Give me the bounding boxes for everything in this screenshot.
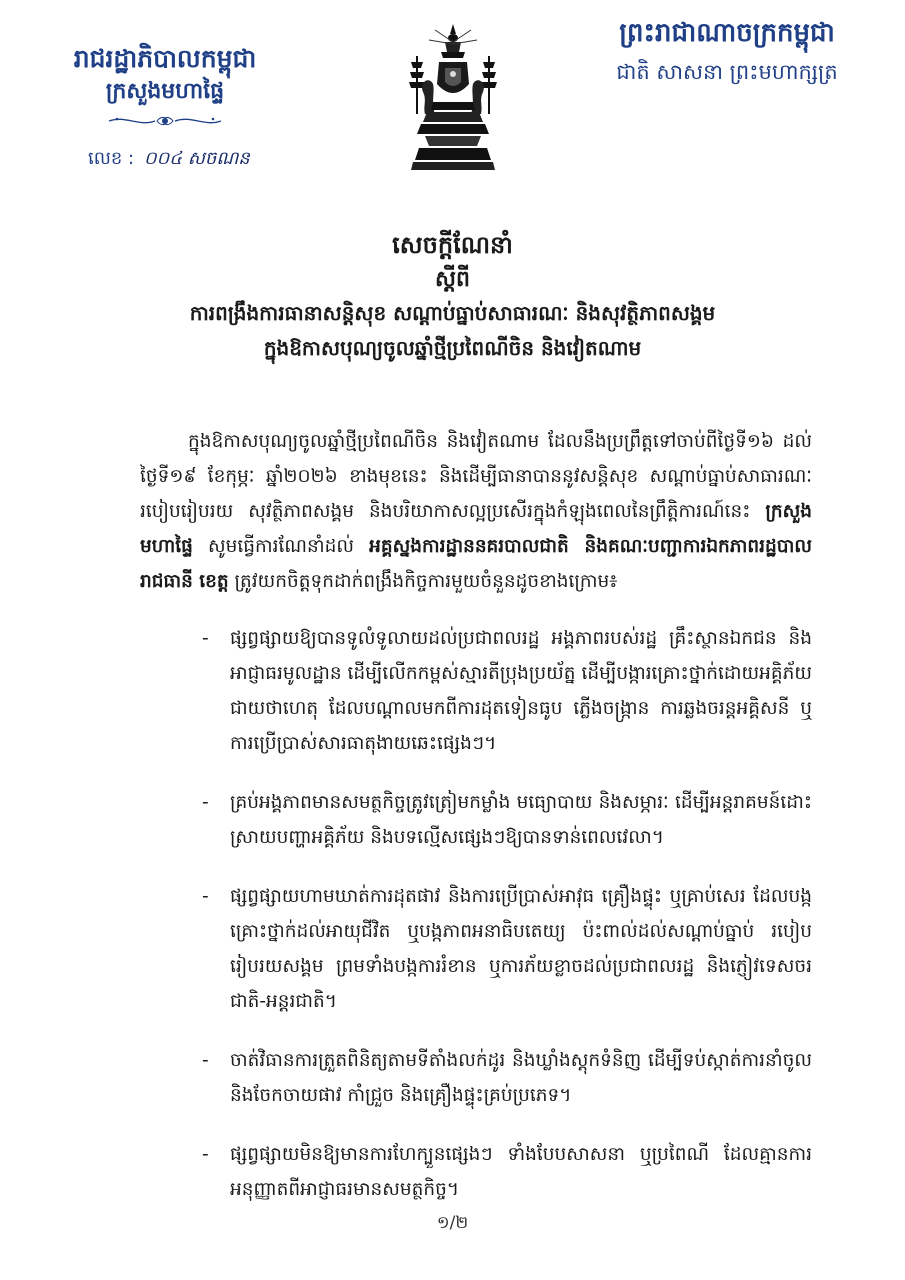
title-subject-line-1: ការពង្រឹងការធានាសន្តិសុខ សណ្តាប់ធ្នាប់សាធារណៈ និងសុវត្ថិភាពសង្គម <box>189 300 716 325</box>
document-number-value: ០០៤ សចណន <box>143 148 250 169</box>
bullet-dash: - <box>202 792 209 813</box>
title-subject-label: ស្តីពី <box>435 266 470 292</box>
list-item-text: គ្រប់អង្គភាពមានសមត្ថកិច្ចត្រូវត្រៀមកម្លាំង មធ្យោបាយ និងសម្ភារៈ ដើម្បីអន្តរាគមន៍ដោះស្រាយបញ្ហាអគ្គិភ័យ និងបទល្មើសផ្សេងៗឱ្យបានទាន់ពេលវេលា។ <box>230 792 812 848</box>
list-item <box>202 1137 812 1207</box>
kingdom-header <box>587 18 867 86</box>
list-item <box>202 879 812 1019</box>
bullet-dash: - <box>202 886 209 907</box>
list-item <box>202 621 812 761</box>
intro-ministry-bold: ក្រសួងមហាផ្ទៃ <box>140 501 812 557</box>
list-item-text: ផ្សព្វផ្សាយឱ្យបានទូលំទូលាយដល់ប្រជាពលរដ្ឋ អង្គភាពរបស់រដ្ឋ គ្រឹះស្ថានឯកជន និងអាជ្ញាធរមូលដ្ឋាន ដើម្បីលើកកម្ពស់ស្មារតីប្រុងប្រយ័ត្ន ដើម្បីបង្ការគ្រោះថ្នាក់ដោយអគ្គិភ័យជាយថាហេតុ ដែលបណ្តាលមកពីការដុតទៀនធូប ភ្លើងចង្រ្កាន ការឆ្លងចរន្តអគ្គិសនី ឬការប្រើប្រាស់សារធាតុងាយឆេះផ្សេងៗ។ <box>230 628 812 754</box>
decorative-flourish-icon <box>105 113 225 129</box>
instruction-list <box>140 621 812 1207</box>
list-item <box>202 785 812 855</box>
intro-text-3: ត្រូវយកចិត្តទុកដាក់ពង្រឹងកិច្ចការមួយចំនួនដូចខាងក្រោម៖ <box>228 571 618 592</box>
intro-recipients-bold: អគ្គស្នងការដ្ឋាននគរបាលជាតិ និងគណៈបញ្ជាការឯកភាពរដ្ឋបាលរាជធានី ខេត្ត <box>140 536 813 592</box>
bullet-dash: - <box>202 1050 209 1071</box>
document-number-label: លេខ : <box>88 148 135 169</box>
document-title-block <box>60 228 845 366</box>
document-type-title: សេចក្តីណែនាំ <box>392 231 513 259</box>
document-number <box>88 146 250 173</box>
bullet-dash: - <box>202 1144 209 1165</box>
royal-emblem-icon <box>405 22 501 174</box>
intro-text-1: ក្នុងឱកាសបុណ្យចូលឆ្នាំថ្មីប្រពៃណីចិន និងវៀតណាម ដែលនឹងប្រព្រឹត្តទៅចាប់ពីថ្ងៃទី១៦ ដល់ថ្ងៃទី១៩ ខែកុម្ភៈ ឆ្នាំ២០២៦ ខាងមុខនេះ និងដើម្បីធានាបាននូវសន្តិសុខ សណ្តាប់ធ្នាប់សាធារណៈ របៀបរៀបរយ សុវត្ថិភាពសង្គម និងបរិយាកាសល្អប្រសើរក្នុងកំឡុងពេលនៃព្រឹត្តិការណ៍នេះ <box>140 431 812 522</box>
list-item-text: ចាត់វិធានការត្រួតពិនិត្យតាមទីតាំងលក់ដូរ និងឃ្លាំងស្តុកទំនិញ ដើម្បីទប់ស្កាត់ការនាំចូល និងចែកចាយផាវ កាំជ្រួច និងគ្រឿងផ្ទុះគ្រប់ប្រភេទ។ <box>230 1050 812 1106</box>
intro-text-2: សូមធ្វើការណែនាំដល់ <box>192 536 370 557</box>
document-body <box>140 424 812 1231</box>
government-name: រាជរដ្ឋាភិបាលកម្ពុជា <box>73 44 257 73</box>
page-number: ១/២ <box>436 1213 469 1233</box>
issuer-header <box>60 44 270 129</box>
title-subject-line-2: ក្នុងឱកាសបុណ្យចូលឆ្នាំថ្មីប្រពៃណីចិន និងវៀតណាម <box>263 335 642 360</box>
list-item-text: ផ្សព្វផ្សាយមិនឱ្យមានការហែក្បួនផ្សេងៗ ទាំងបែបសាសនា ឬប្រពៃណី ដែលគ្មានការអនុញ្ញាតពីអាជ្ញាធរមានសមត្ថកិច្ច។ <box>230 1144 812 1200</box>
list-item <box>202 1043 812 1113</box>
ministry-name: ក្រសួងមហាផ្ទៃ <box>105 79 225 104</box>
bullet-dash: - <box>202 628 209 649</box>
national-motto: ជាតិ សាសនា ព្រះមហាក្សត្រ <box>616 60 838 85</box>
intro-paragraph <box>140 424 812 599</box>
kingdom-name: ព្រះរាជាណាចក្រកម្ពុជា <box>619 18 835 48</box>
list-item-text: ផ្សព្វផ្សាយហាមឃាត់ការដុតផាវ និងការប្រើប្រាស់អាវុធ គ្រឿងផ្ទុះ ឬគ្រាប់សេរ ដែលបង្កគ្រោះថ្នាក់ដល់អាយុជីវិត ឬបង្កភាពអនាធិបតេយ្យ ប៉ះពាល់ដល់សណ្តាប់ធ្នាប់ របៀបរៀបរយសង្គម ព្រមទាំងបង្កការរំខាន ឬការភ័យខ្លាចដល់ប្រជាពលរដ្ឋ និងភ្ញៀវទេសចរជាតិ-អន្តរជាតិ។ <box>230 886 812 1012</box>
